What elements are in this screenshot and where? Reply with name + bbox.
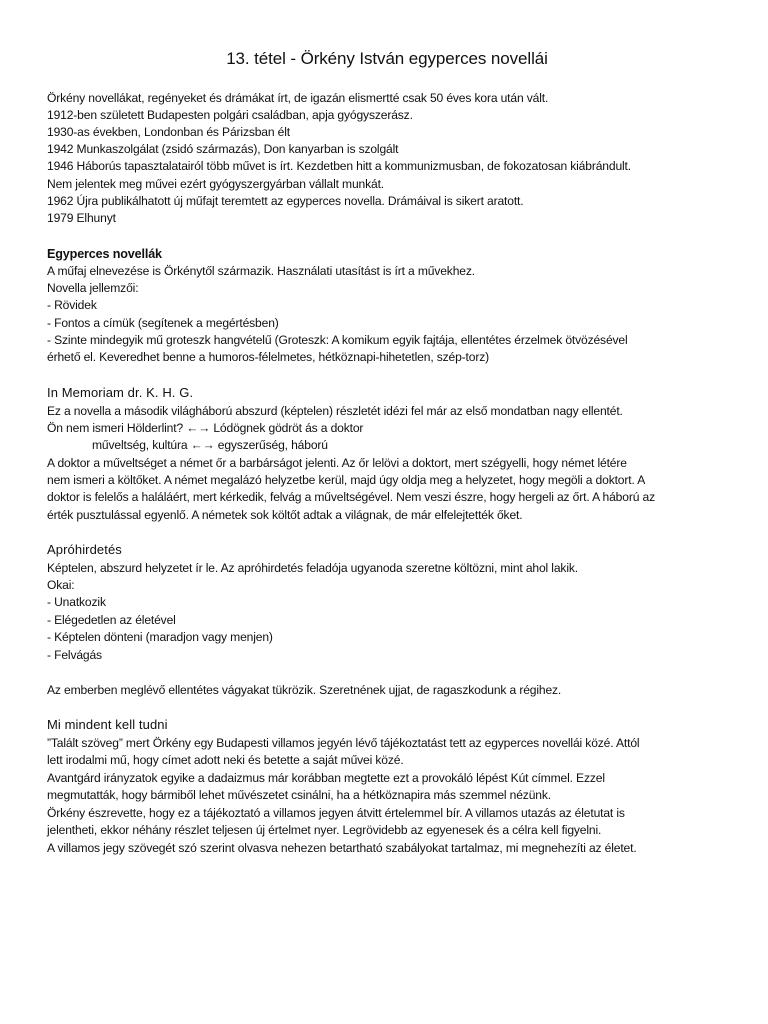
section-heading-egyperces: Egyperces novellák: [47, 247, 162, 261]
section3-line: Az emberben meglévő ellentétes vágyakat tükrözik. Szeretnének ujjat, de ragaszkodunk a régihez.: [47, 683, 562, 697]
section4-line: jelentheti, ekkor néhány részlet teljesen új értelmet nyer. Legrövidebb az egyenesek és a célra kell figyelni.: [47, 823, 602, 837]
section1-line: A műfaj elnevezése is Örkénytől származik. Használati utasítást is írt a művekhez.: [47, 264, 475, 278]
section4-line: ”Talált szöveg” mert Örkény egy Budapesti villamos jegyén lévő tájékoztatást tett az egyperces novellái közé. Attól: [47, 736, 640, 750]
section4-line: A villamos jegy szövegét szó szerint olvasva nehezen betartható szabályokat tartalmaz, mi megnehezíti az életet.: [47, 841, 637, 855]
section2-line: A doktor a műveltséget a német őr a barbárságot jelenti. Az őr lelövi a doktort, mert szégyelli, hogy német létére: [47, 456, 627, 470]
section1-line: - Szinte mindegyik mű groteszk hangvételű (Groteszk: A komikum egyik fajtája, ellentétes érzelmek ötvözésével: [47, 333, 628, 347]
bio-line: 1930-as években, Londonban és Párizsban élt: [47, 125, 290, 139]
bio-line: 1962 Újra publikálhatott új műfajt teremtett az egyperces novella. Drámáival is sikert aratott.: [47, 194, 524, 208]
section4-line: Örkény észrevette, hogy ez a tájékoztató a villamos jegyen átvitt értelemmel bír. A villamos utazás az életutat is: [47, 806, 625, 820]
bio-line: 1979 Elhunyt: [47, 211, 116, 225]
section-heading-mi-mindent: Mi mindent kell tudni: [47, 717, 168, 732]
section1-line: - Rövidek: [47, 298, 97, 312]
section1-line: - Fontos a címük (segítenek a megértésben): [47, 316, 279, 330]
section2-line: doktor is felelős a haláláért, mert kérkedik, felvág a műveltségével. Nem veszi észre, hogy hergeli az őrt. A háború az: [47, 490, 655, 504]
section2-line: Ez a novella a második világháború abszurd (képtelen) részletét idézi fel már az első mondatban nagy ellentét.: [47, 404, 623, 418]
section3-line: - Felvágás: [47, 648, 102, 662]
section3-line: Okai:: [47, 578, 75, 592]
bio-line: Nem jelentek meg művei ezért gyógyszergyárban vállalt munkát.: [47, 177, 385, 191]
section-heading-aprohirdetes: Apróhirdetés: [47, 542, 122, 557]
section4-line: megmutatták, hogy bármiből lehet művészetet csinálni, ha a hétköznapira más szemmel nézünk.: [47, 788, 551, 802]
section2-line: műveltség, kultúra ←→ egyszerűség, háború: [92, 438, 328, 452]
section3-line: - Unatkozik: [47, 595, 106, 609]
section2-line: nem ismeri a költőket. A német megalázó helyzetbe kerül, majd úgy oldja meg a helyzetet, hogy megöli a doktort. A: [47, 473, 646, 487]
section3-line: Képtelen, abszurd helyzetet ír le. Az apróhirdetés feladója ugyanoda szeretne költözni, mint ahol lakik.: [47, 561, 578, 575]
section3-line: - Képtelen dönteni (maradjon vagy menjen): [47, 630, 273, 644]
bio-line: 1942 Munkaszolgálat (zsidó származás), Don kanyarban is szolgált: [47, 142, 399, 156]
section-heading-in-memoriam: In Memoriam dr. K. H. G.: [47, 385, 194, 400]
section1-line: Novella jellemzői:: [47, 281, 139, 295]
page-title: 13. tétel - Örkény István egyperces novellái: [226, 49, 548, 68]
bio-line: 1946 Háborús tapasztalatairól több művet is írt. Kezdetben hitt a kommunizmusban, de fokozatosan kiábrándult.: [47, 159, 631, 173]
section4-line: Avantgárd irányzatok egyike a dadaizmus már korábban megtette ezt a provokáló lépést Kút címmel. Ezzel: [47, 771, 605, 785]
section1-line: érhető el. Keveredhet benne a humoros-félelmetes, hétköznapi-hihetetlen, szép-torz): [47, 350, 489, 364]
section2-line: Ön nem ismeri Hölderlint? ←→ Lódögnek gödröt ás a doktor: [47, 421, 364, 435]
section4-line: lett irodalmi mű, hogy címet adott neki és betette a saját művei közé.: [47, 753, 404, 767]
bio-line: Örkény novellákat, regényeket és drámákat írt, de igazán elismertté csak 50 éves kora után vált.: [47, 91, 549, 105]
bio-line: 1912-ben született Budapesten polgári családban, apja gyógyszerász.: [47, 108, 413, 122]
section2-line: érték pusztulással egyenlő. A németek sok költőt adtak a világnak, de már elfelejtették őket.: [47, 508, 523, 522]
section3-line: - Elégedetlen az életével: [47, 613, 176, 627]
